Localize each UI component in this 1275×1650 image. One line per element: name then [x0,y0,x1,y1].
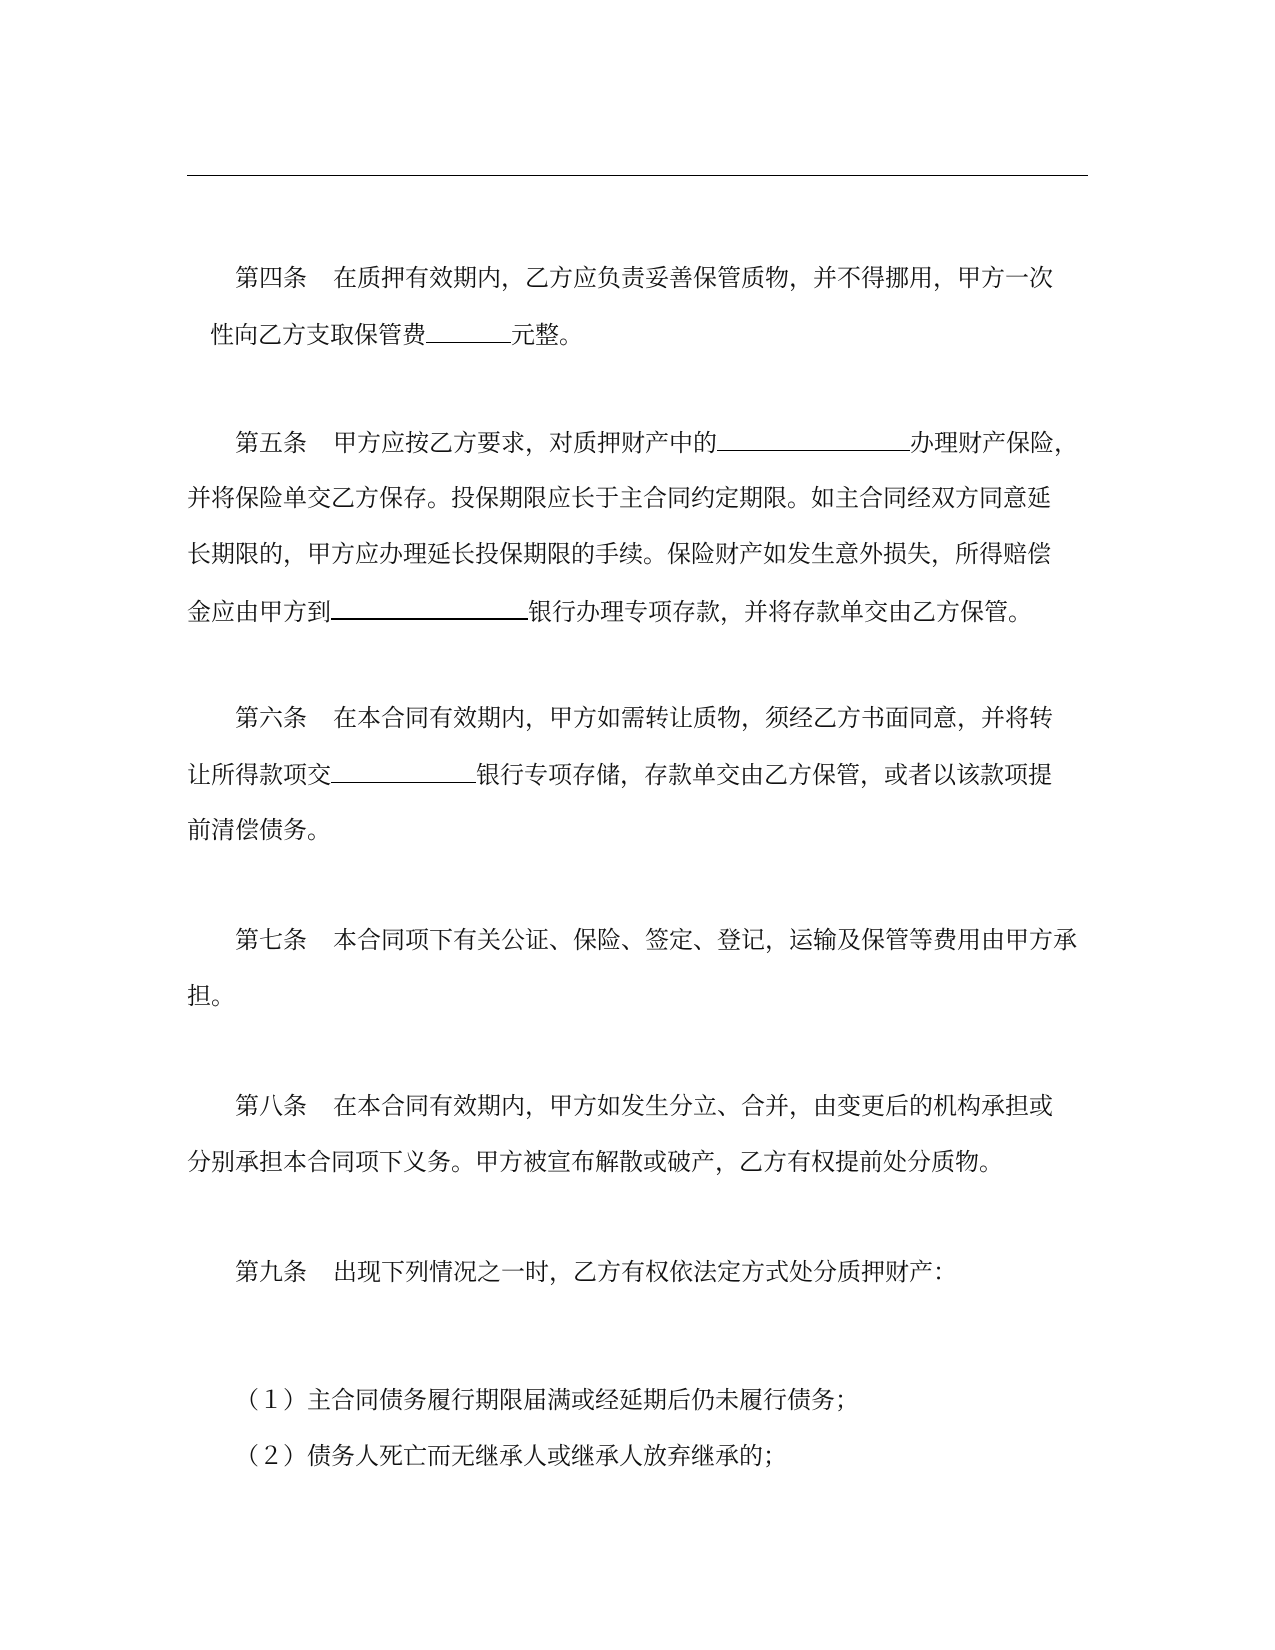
insured-property-blank [717,426,910,451]
article-6-line-3: 前清偿债务。 [187,816,331,844]
article-6-heading: 第六条 [235,704,307,732]
article-4-line-2: 性向乙方支取保管费 元整。 [210,318,583,351]
article-9-line-1: 第九条 出现下列情况之一时，乙方有权依法定方式处分质押财产： [235,1258,957,1286]
article-9-heading: 第九条 [235,1258,307,1286]
article-9-item-1: （１）主合同债务履行期限届满或经延期后仍未履行债务； [235,1386,859,1414]
article-7-line-1: 第七条 本合同项下有关公证、保险、签定、登记，运输及保管等费用由甲方承 [235,926,1077,954]
article-5-line-2: 并将保险单交乙方保存。投保期限应长于主合同约定期限。如主合同经双方同意延 [187,484,1051,512]
header-rule [187,175,1088,176]
article-4-line-1: 第四条 在质押有效期内，乙方应负责妥善保管质物，并不得挪用，甲方一次 [235,264,1053,292]
article-5-heading: 第五条 [235,429,307,457]
article-7-line-2: 担。 [187,982,235,1010]
article-7-heading: 第七条 [235,926,307,954]
fee-blank [426,318,511,343]
article-6-line-1: 第六条 在本合同有效期内，甲方如需转让质物，须经乙方书面同意，并将转 [235,704,1053,732]
article-9-item-2: （２）债务人死亡而无继承人或继承人放弃继承的； [235,1442,787,1470]
article-5-line-1: 第五条 甲方应按乙方要求，对质押财产中的 办理财产保险， [235,426,1078,459]
bank-blank [331,594,528,620]
article-6-line-2: 让所得款项交 银行专项存储，存款单交由乙方保管，或者以该款项提 [187,758,1052,791]
article-8-heading: 第八条 [235,1092,307,1120]
article-5-line-4: 金应由甲方到 银行办理专项存款，并将存款单交由乙方保管。 [187,594,1032,628]
article-8-line-1: 第八条 在本合同有效期内，甲方如发生分立、合并，由变更后的机构承担或 [235,1092,1053,1120]
article-4-heading: 第四条 [235,264,307,292]
article-5-line-3: 长期限的，甲方应办理延长投保期限的手续。保险财产如发生意外损失，所得赔偿 [187,540,1051,568]
transfer-bank-blank [331,758,476,783]
article-8-line-2: 分别承担本合同项下义务。甲方被宣布解散或破产，乙方有权提前处分质物。 [187,1148,1003,1176]
